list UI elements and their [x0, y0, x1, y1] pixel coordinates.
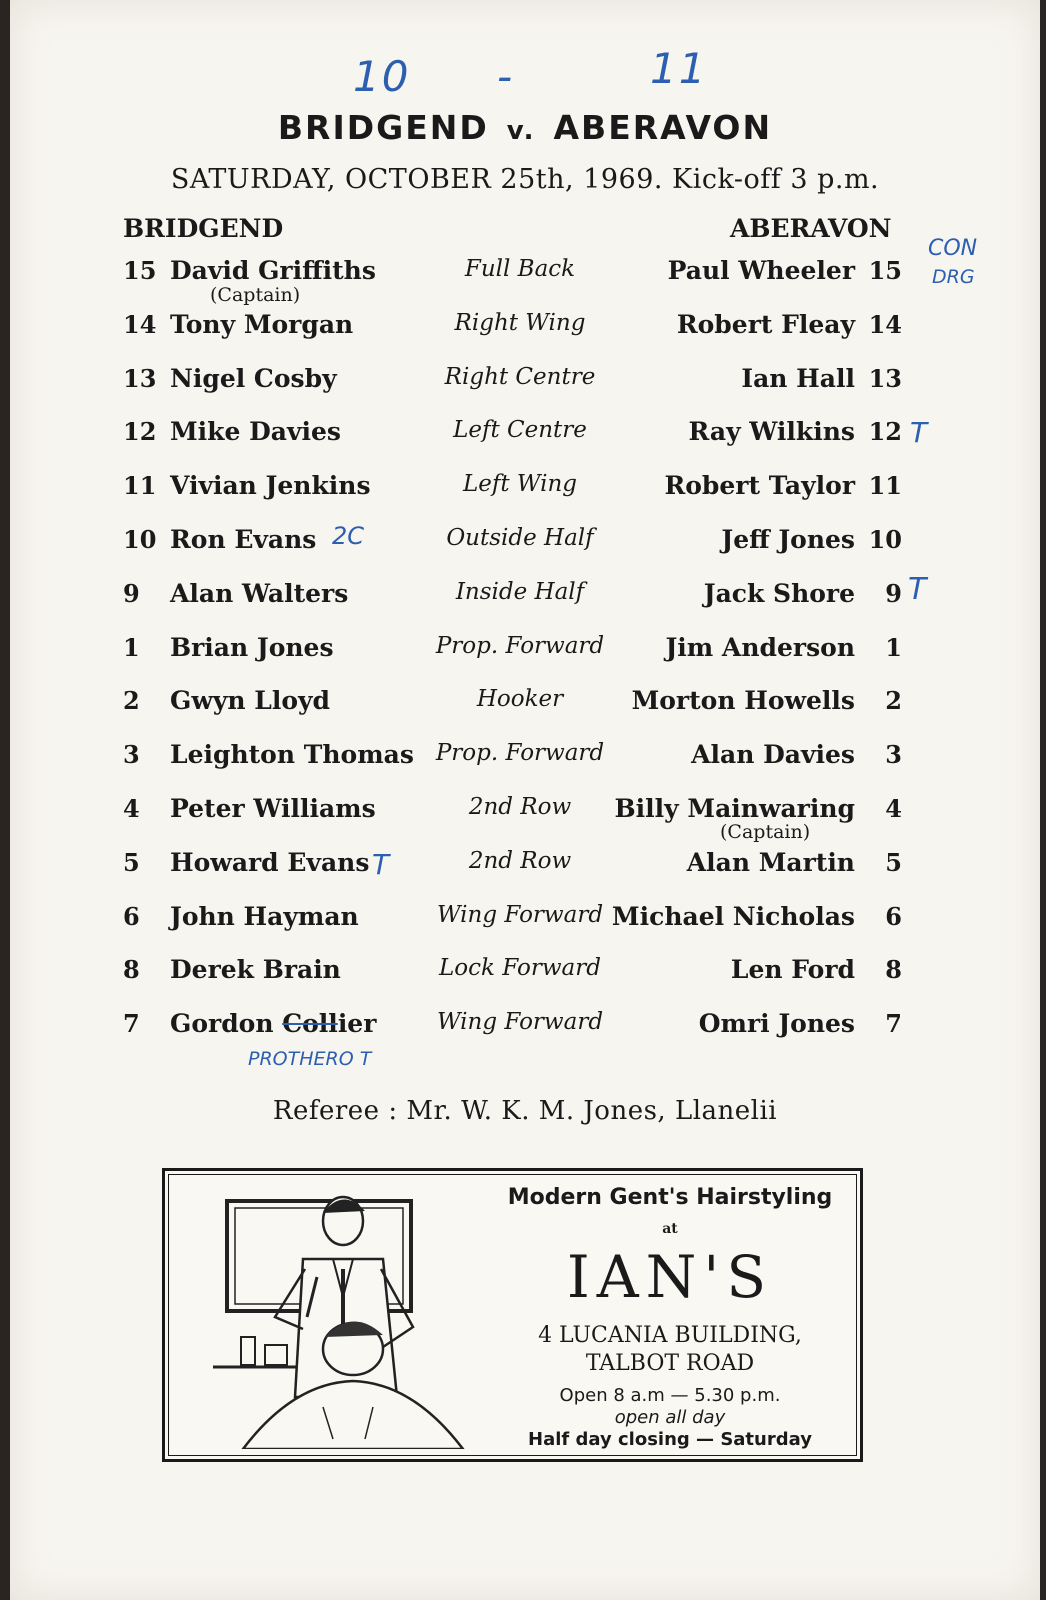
handwritten-away-score: 11: [650, 44, 708, 93]
home-player-number: 5: [123, 848, 140, 877]
away-player-name: Robert Fleay: [676, 310, 855, 339]
position-label: Left Centre: [453, 417, 587, 443]
home-captain-note: (Captain): [210, 284, 301, 306]
home-player-name: Peter Williams: [170, 794, 376, 823]
handwritten-howard-evans-try: T: [372, 848, 390, 881]
away-team-header: ABERAVON: [730, 214, 892, 243]
home-player-number: 6: [123, 902, 140, 931]
position-label: Left Wing: [462, 471, 578, 497]
lineup-row: [10, 1009, 1040, 1049]
home-player-name: Mike Davies: [170, 417, 341, 446]
home-player-name: Leighton Thomas: [170, 740, 414, 769]
home-player-name: David Griffiths: [170, 256, 376, 285]
match-title: [10, 108, 1040, 147]
advert-tagline: Modern Gent's Hairstyling: [507, 1185, 833, 1210]
home-player-number: 9: [123, 579, 140, 608]
programme-page: [10, 0, 1040, 1600]
advert-shop-name: IAN'S: [566, 1243, 774, 1311]
position-label: Right Wing: [454, 310, 586, 336]
away-player-name: Robert Taylor: [664, 471, 855, 500]
home-player-name: Vivian Jenkins: [170, 471, 371, 500]
position-label: Wing Forward: [436, 1009, 604, 1035]
handwritten-home-score: 10: [353, 52, 411, 101]
lineup-row: [10, 794, 1040, 834]
away-player-number: 5: [885, 848, 902, 877]
home-team-header: BRIDGEND: [123, 214, 284, 243]
lineup-row: [10, 310, 1040, 350]
referee-line: Referee : Mr. W. K. M. Jones, Llanelii: [272, 1096, 778, 1126]
away-team-title: ABERAVON: [553, 108, 773, 147]
away-player-number: 11: [868, 471, 902, 500]
away-player-name: Omri Jones: [698, 1009, 855, 1038]
away-player-name: Michael Nicholas: [611, 902, 855, 931]
position-label: Full Back: [464, 256, 576, 282]
handwritten-wilkins-try: T: [910, 416, 928, 449]
lineup-row: [10, 364, 1040, 404]
home-team-title: BRIDGEND: [277, 108, 489, 147]
handwritten-score-dash: -: [497, 52, 515, 101]
home-player-number: 11: [123, 471, 157, 500]
position-label: Lock Forward: [439, 955, 601, 981]
away-player-name: Ray Wilkins: [688, 417, 855, 446]
home-player-number: 7: [123, 1009, 140, 1038]
away-player-number: 1: [885, 633, 902, 662]
advert-half-day: Half day closing — Saturday: [528, 1429, 812, 1450]
away-player-name: Alan Davies: [691, 740, 855, 769]
away-player-name: Billy Mainwaring: [614, 794, 855, 823]
position-label: Inside Half: [455, 579, 585, 605]
home-player-name: Howard Evans: [170, 848, 370, 877]
away-player-number: 7: [885, 1009, 902, 1038]
lineup-row: [10, 471, 1040, 511]
position-label: Prop. Forward: [435, 633, 605, 659]
home-player-number: 8: [123, 955, 140, 984]
home-player-name: Ron Evans: [170, 525, 317, 554]
home-player-number: 4: [123, 794, 140, 823]
away-player-number: 12: [868, 417, 902, 446]
lineup-row: [10, 955, 1040, 995]
home-player-number: 2: [123, 686, 140, 715]
handwritten-shore-try: T: [908, 572, 927, 607]
away-player-number: 6: [885, 902, 902, 931]
lineup-row: [10, 686, 1040, 726]
home-player-number: 3: [123, 740, 140, 769]
home-player-number: 15: [123, 256, 157, 285]
position-label: 2nd Row: [468, 794, 572, 820]
away-player-name: Morton Howells: [631, 686, 855, 715]
lineup-row: [10, 525, 1040, 565]
away-player-number: 13: [868, 364, 902, 393]
match-details: SATURDAY, OCTOBER 25th, 1969. Kick-off 3 p.m.: [170, 164, 880, 195]
away-player-number: 14: [868, 310, 902, 339]
position-label: Wing Forward: [436, 902, 604, 928]
home-player-name: John Hayman: [170, 902, 359, 931]
position-label: 2nd Row: [468, 848, 572, 874]
home-player-name: Alan Walters: [170, 579, 349, 608]
away-player-number: 9: [885, 579, 902, 608]
home-player-number: 10: [123, 525, 157, 554]
away-player-number: 10: [868, 525, 902, 554]
advert-at: at: [662, 1221, 678, 1237]
home-player-number: 13: [123, 364, 157, 393]
away-player-number: 2: [885, 686, 902, 715]
advert-open-all-day: open all day: [614, 1407, 726, 1428]
handwritten-con-note: CON: [928, 236, 978, 261]
away-player-name: Jack Shore: [703, 579, 855, 608]
position-label: Hooker: [476, 686, 564, 712]
away-player-name: Jim Anderson: [665, 633, 855, 662]
home-player-name-prefix: Gordon: [170, 1009, 283, 1038]
away-player-number: 15: [868, 256, 902, 285]
away-player-number: 4: [885, 794, 902, 823]
lineup-row: [10, 256, 1040, 296]
home-player-name: [170, 1009, 376, 1038]
lineup-row: [10, 848, 1040, 888]
away-captain-note: (Captain): [720, 821, 811, 843]
home-player-number: 12: [123, 417, 157, 446]
position-label: Outside Half: [446, 525, 594, 551]
away-player-name: Len Ford: [730, 955, 855, 984]
advert-address-line-2: TALBOT ROAD: [585, 1351, 755, 1376]
position-label: Right Centre: [444, 364, 596, 390]
away-player-name: Ian Hall: [741, 364, 855, 393]
home-player-number: 14: [123, 310, 157, 339]
away-player-number: 3: [885, 740, 902, 769]
barber-illustration: [183, 1177, 483, 1449]
handwritten-replacement-note: PROTHERO T: [248, 1048, 372, 1070]
away-player-number: 8: [885, 955, 902, 984]
handwritten-evans-conversions: 2C: [332, 522, 365, 550]
home-player-name-struck: Coll: [282, 1009, 338, 1038]
barber-advert: [162, 1168, 863, 1462]
home-player-name: Nigel Cosby: [170, 364, 337, 393]
home-player-name: Tony Morgan: [170, 310, 354, 339]
versus-label: v.: [506, 116, 536, 146]
advert-opening-hours: Open 8 a.m — 5.30 p.m.: [559, 1385, 781, 1406]
home-player-name: Brian Jones: [170, 633, 334, 662]
away-player-name: Jeff Jones: [721, 525, 855, 554]
home-player-number: 1: [123, 633, 140, 662]
home-player-name: Derek Brain: [170, 955, 341, 984]
position-label: Prop. Forward: [435, 740, 605, 766]
lineup-row: [10, 633, 1040, 673]
lineup-row: [10, 417, 1040, 457]
home-player-name-suffix: ier: [337, 1009, 377, 1038]
lineup-row: [10, 740, 1040, 780]
away-player-name: Paul Wheeler: [667, 256, 855, 285]
advert-address-line-1: 4 LUCANIA BUILDING,: [538, 1323, 802, 1348]
away-player-name: Alan Martin: [686, 848, 855, 877]
handwritten-drg-note: DRG: [932, 266, 975, 288]
home-player-name: Gwyn Lloyd: [170, 686, 331, 715]
lineup-row: [10, 902, 1040, 942]
lineup-row: [10, 579, 1040, 619]
